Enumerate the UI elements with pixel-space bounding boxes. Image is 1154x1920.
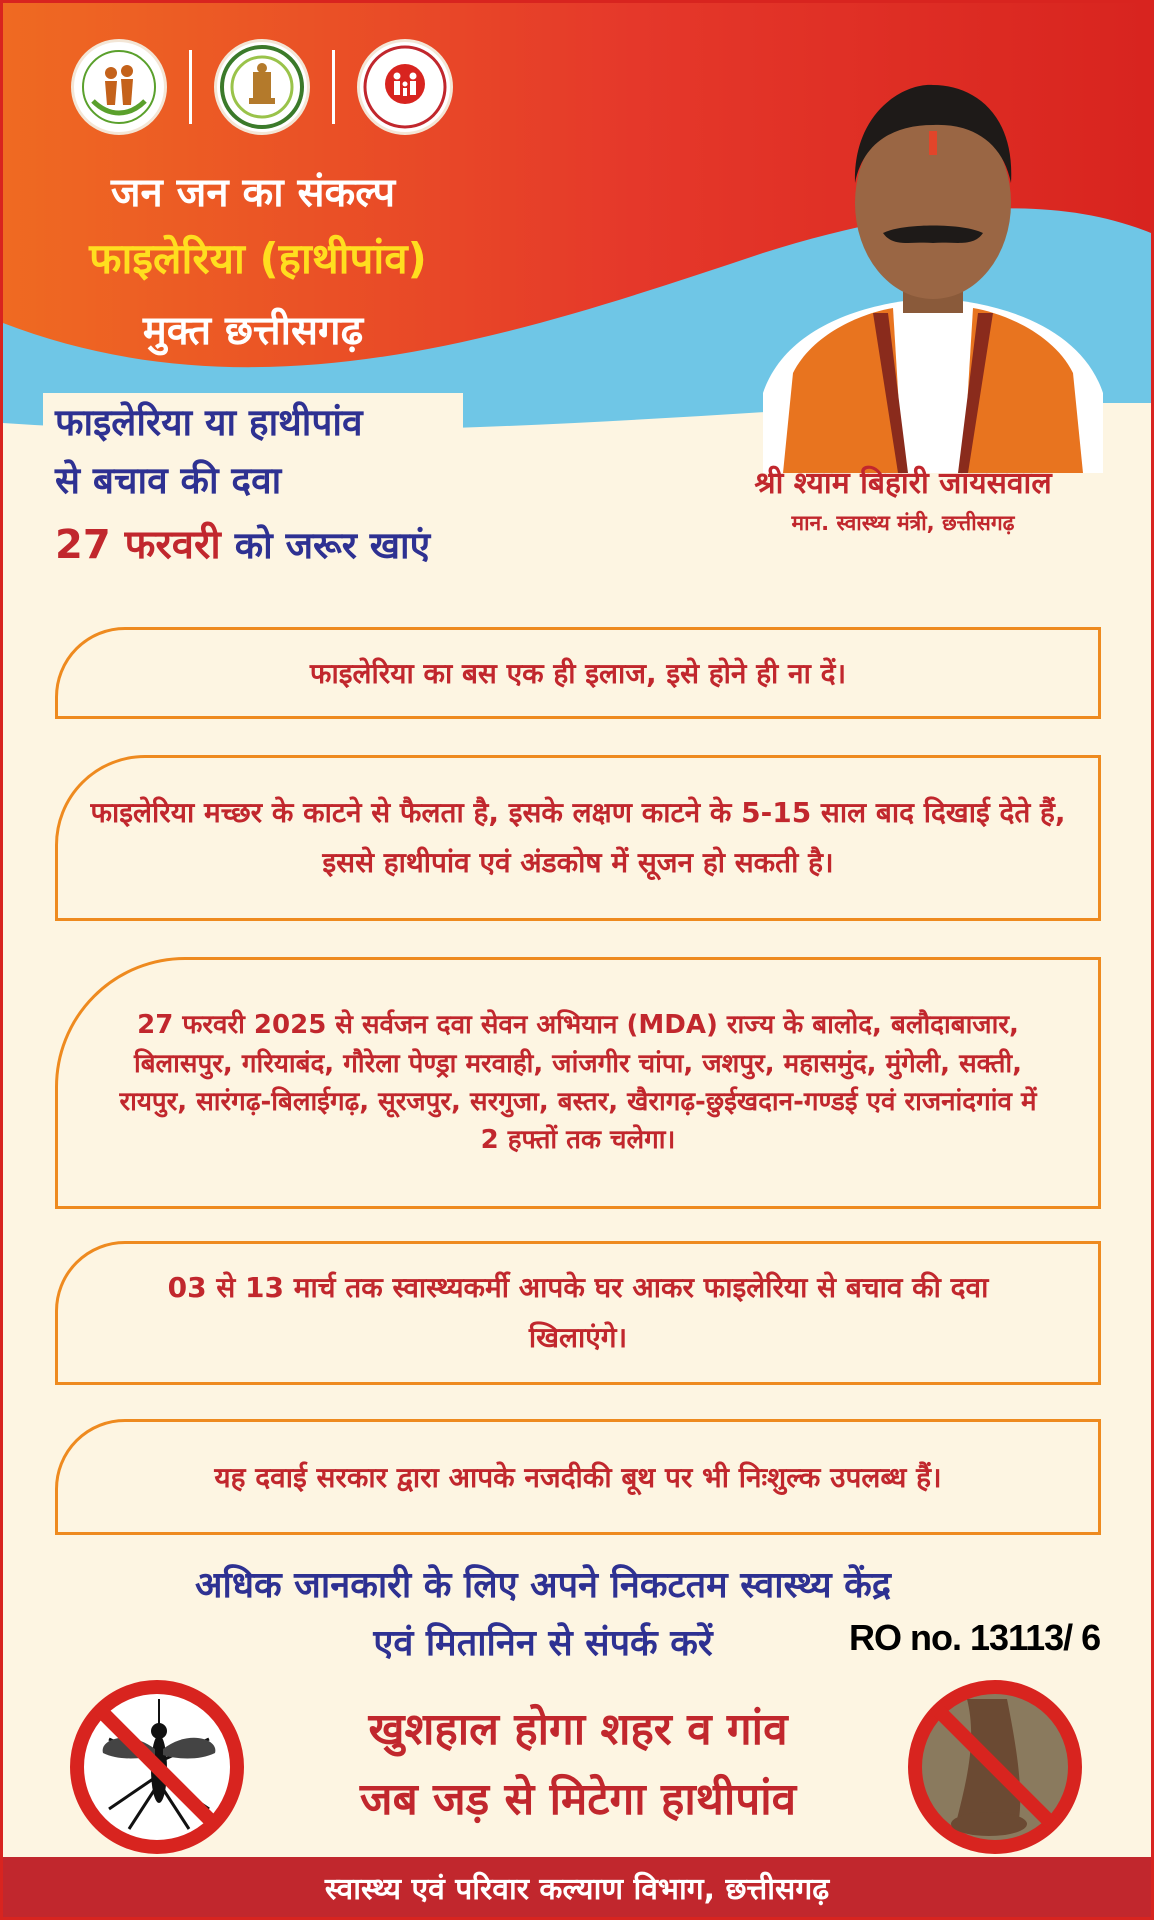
cg-govt-logo <box>214 39 310 135</box>
no-mosquito-icon <box>69 1679 245 1855</box>
state-emblem-icon <box>219 44 305 130</box>
logo-row <box>71 39 453 135</box>
subhead-rest: को जरूर खाएं <box>234 524 431 567</box>
minister-portrait <box>723 73 1143 473</box>
logo-separator <box>189 50 192 124</box>
contact-line-2: एवं मितानिन से संपर्क करें <box>373 1623 713 1664</box>
info-box-5: यह दवाई सरकार द्वारा आपके नजदीकी बूथ पर भी निःशुल्क उपलब्ध हैं। <box>55 1419 1101 1535</box>
subhead-line-2: से बचाव की दवा <box>55 459 282 502</box>
contact-line-1: अधिक जानकारी के लिए अपने निकटतम स्वास्थ्य केंद्र <box>195 1565 891 1606</box>
logo-separator <box>332 50 335 124</box>
header-line-1: जन जन का संकल्प <box>110 170 396 216</box>
info-box-1: फाइलेरिया का बस एक ही इलाज, इसे होने ही ना दें। <box>55 627 1101 719</box>
nhm-logo <box>357 39 453 135</box>
subhead-line-1: फाइलेरिया या हाथीपांव <box>55 401 363 444</box>
subhead-line-3 <box>55 515 430 570</box>
health-dept-logo <box>71 39 167 135</box>
info-box-2: फाइलेरिया मच्छर के काटने से फैलता है, इसके लक्षण काटने के 5-15 साल बाद दिखाई देते हैं, इससे हाथीपांव एवं अंडकोष में सूजन हो सकती है। <box>55 755 1101 921</box>
subhead-date: 27 फरवरी <box>55 522 221 568</box>
minister-title: मान. स्वास्थ्य मंत्री, छत्तीसगढ़ <box>791 511 1015 535</box>
header-line-2: फाइलेरिया (हाथीपांव) <box>89 234 427 283</box>
nhm-family-icon <box>362 44 448 130</box>
ro-number: RO no. 13113/ 6 <box>849 1617 1101 1658</box>
header-line-3: मुक्त छत्तीसगढ़ <box>142 308 364 354</box>
slogan-line-2: जब जड़ से मिटेगा हाथीपांव <box>359 1774 797 1825</box>
info-box-4: 03 से 13 मार्च तक स्वास्थ्यकर्मी आपके घर आकर फाइलेरिया से बचाव की दवा खिलाएंगे। <box>55 1241 1101 1385</box>
info-box-3: 27 फरवरी 2025 से सर्वजन दवा सेवन अभियान (MDA) राज्य के बालोद, बलौदाबाजार, बिलासपुर, गरियाबंद, गौरेला पेण्ड्रा मरवाही, जांजगीर चांपा, जशपुर, महासमुंद, मुंगेली, सक्ती, रायपुर, सारंगढ़-बिलाईगढ़, सूरजपुर, सरगुजा, बस्तर, खैरागढ़-छुईखदान-गण्डई एवं राजनांदगांव में 2 हफ्तों तक चलेगा। <box>55 957 1101 1209</box>
minister-name: श्री श्याम बिहारी जायसवाल <box>754 466 1052 501</box>
slogan-line-1: खुशहाल होगा शहर व गांव <box>368 1704 788 1755</box>
family-emblem-icon <box>79 47 159 127</box>
no-filaria-leg-icon <box>907 1679 1083 1855</box>
footer-department: स्वास्थ्य एवं परिवार कल्याण विभाग, छत्तीसगढ़ <box>3 1857 1151 1917</box>
